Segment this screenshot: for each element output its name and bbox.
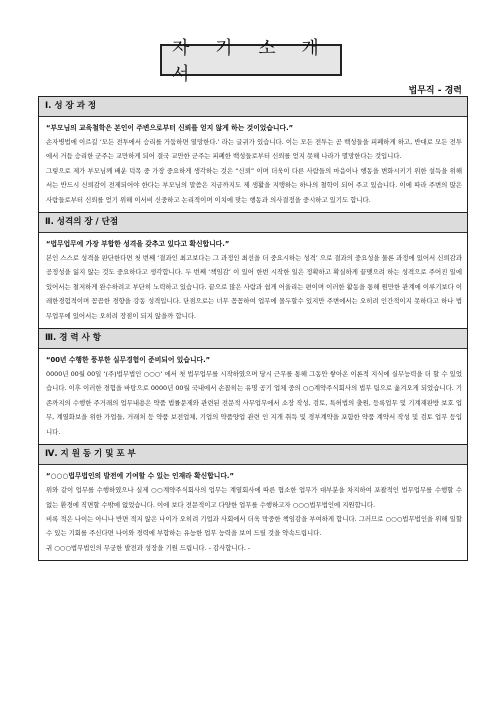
section-lead-motivation: “○○○법무법인의 발전에 기여할 수 있는 인재라 확신합니다.” xyxy=(46,472,234,481)
section-body-motivation xyxy=(39,465,467,561)
section-heading-career: Ⅲ. 경 력 사 항 xyxy=(39,329,467,349)
paragraph: 그렇으로 제가 부모님께 배운 덕목 중 가장 중요하게 생각하는 것은 “신뢰” 이며 더욱이 다른 사람들의 마음이나 행동을 변화시키기 위한 설득을 위해서는 반드시 신뢰감이 전제되어야 한다는 부모님의 말씀은 지금까지도 제 생활을 지탱하는 하나의 철학이 되어 주고 있습니다. 이에 따라 주변의 많은 사람들로부터 신뢰를 얻기 위해 이서비 신중하고 논리적이며 이치에 맞는 행동과 의사결정을 중시하고 있기도 합니다. xyxy=(46,166,462,204)
paragraph: 위와 같이 업무를 수행하였으나 실제 ○○계약주식회사의 업무는 계열회사에 따른 협소한 업무가 대부분을 차지하여 포괄적인 법무업무를 수행할 수 없는 환경에 직면할 수밖에 없었습니다. 이에 보다 전문적이고 다양한 업무를 수행하고자 ○○○법무법인에 지원합니다. xyxy=(46,486,462,509)
document-title-box xyxy=(160,38,342,85)
paragraph: 비록 적은 나이는 아니나 반면 적지 않은 나이가 오히려 기업과 사회에서 더욱 막중한 책임감을 부여하게 합니다. 그러므로 ○○○법무법인을 위해 일할 수 있는 기회를 주신다면 나이와 경력에 부합하는 유능한 업무 능력을 보여 드릴 것을 약속드립니다. xyxy=(46,514,462,538)
document-title: 자 기 소 개 서 xyxy=(172,38,329,85)
section-heading-growth: Ⅰ. 성 장 과 정 xyxy=(39,97,467,117)
paragraph: 귀 ○○○법무법인의 무궁한 발전과 성장을 기원 드립니다. - 감사합니다. - xyxy=(46,543,251,552)
section-lead-career: “00년 수행한 풍부한 실무경험이 준비되어 있습니다.” xyxy=(46,356,211,365)
paragraph: 손자병법에 이르길 ‘모든 전투에서 승리를 거둠하면 열망한다.’ 라는 글귀가 있습니다. 이는 모든 전투는 곧 백성들을 피폐하게 하고, 반대로 모든 전투에서 거듭 승리한 군주는 교만하게 되어 결국 교만한 군주는 피폐한 백성들로부터 신뢰를 얻지 못해 나라가 멸망한다는 것입니다. xyxy=(46,138,462,161)
section-lead-personality: “법무업무에 가장 부합한 성격을 갖추고 있다고 확신합니다.” xyxy=(46,240,230,249)
paragraph: 본인 스스로 성격을 판단한다면 첫 번째 ‘결과인 최고보다는 그 과정인 최선을 더 중요시하는 성격’ 으로 결과의 중요성을 물론 과정에 있어서 신뢰감과 공정성을 잃지 않는 것도 중요하다고 생각합니다. 두 번째 ‘책임감’ 이 있어 한번 시작한 일은 정확하고 확실하게 끝맺으려 하는 성격으로 주어진 일에 있어서는 철저하게 완수하려고 부단히 노력하고 있습니다. 끝으로 많은 사람과 쉽게 어울리는 편이며 이러한 활동을 통해 원만한 관계에 이루기보다 이레한경험적이며 꼼꼼한 경향을 강동 성격입니다. 단점으로는 너무 꼼꼼하여 업무에 몰두할수 있지만 주변에서는 오히려 인간적이지 못하다고 하나 법무업무에 있어서는 오히려 장점이 되지 않을까 합니다. xyxy=(46,254,462,320)
document-subtitle: 법무직 - 경력 xyxy=(408,86,462,96)
paragraph: 0000년 00월 00일 ‘(주)법무법인 ○○○’ 에서 첫 법무업무를 시작하였으며 당시 근무를 통해 그동안 쌓아온 이론적 지식에 실무능력을 더 할 수 있었습니다. 이후 이러한 경험을 바탕으로 0000년 00월 국내에서 손꼽히는 유명 공기 업체 중의 ○○계약주식회사의 법무 팀으로 옮겨오게 되었습니다. 기존까지의 수행한 주거래의 업무내용은 약품 법률문제와 관련된 전문적 사무업무에서 소장 작성, 검토, 특허법의 출원, 등록업무 및 기계재판방 보호 업무, 계열화보을 위한 가업들, 거래처 등 약품 보전업체, 기업의 약품양업 관련 인 지개 취득 및 경부계약을 포함한 약품 계약서 작성 및 검토 업무 등입니다. xyxy=(46,370,462,436)
section-body-career xyxy=(39,349,467,445)
section-lead-growth: “부모님의 교육철학은 본인이 주변으로부터 신뢰를 얻지 않게 하는 것이었습니다.” xyxy=(46,124,294,132)
section-heading-motivation: Ⅳ. 지 원 동 기 및 포 부 xyxy=(39,445,467,465)
section-body-growth xyxy=(39,117,467,213)
section-body-personality xyxy=(39,233,467,329)
resume-sheet xyxy=(38,96,468,561)
section-heading-personality: Ⅱ. 성격의 장 / 단점 xyxy=(39,213,467,233)
